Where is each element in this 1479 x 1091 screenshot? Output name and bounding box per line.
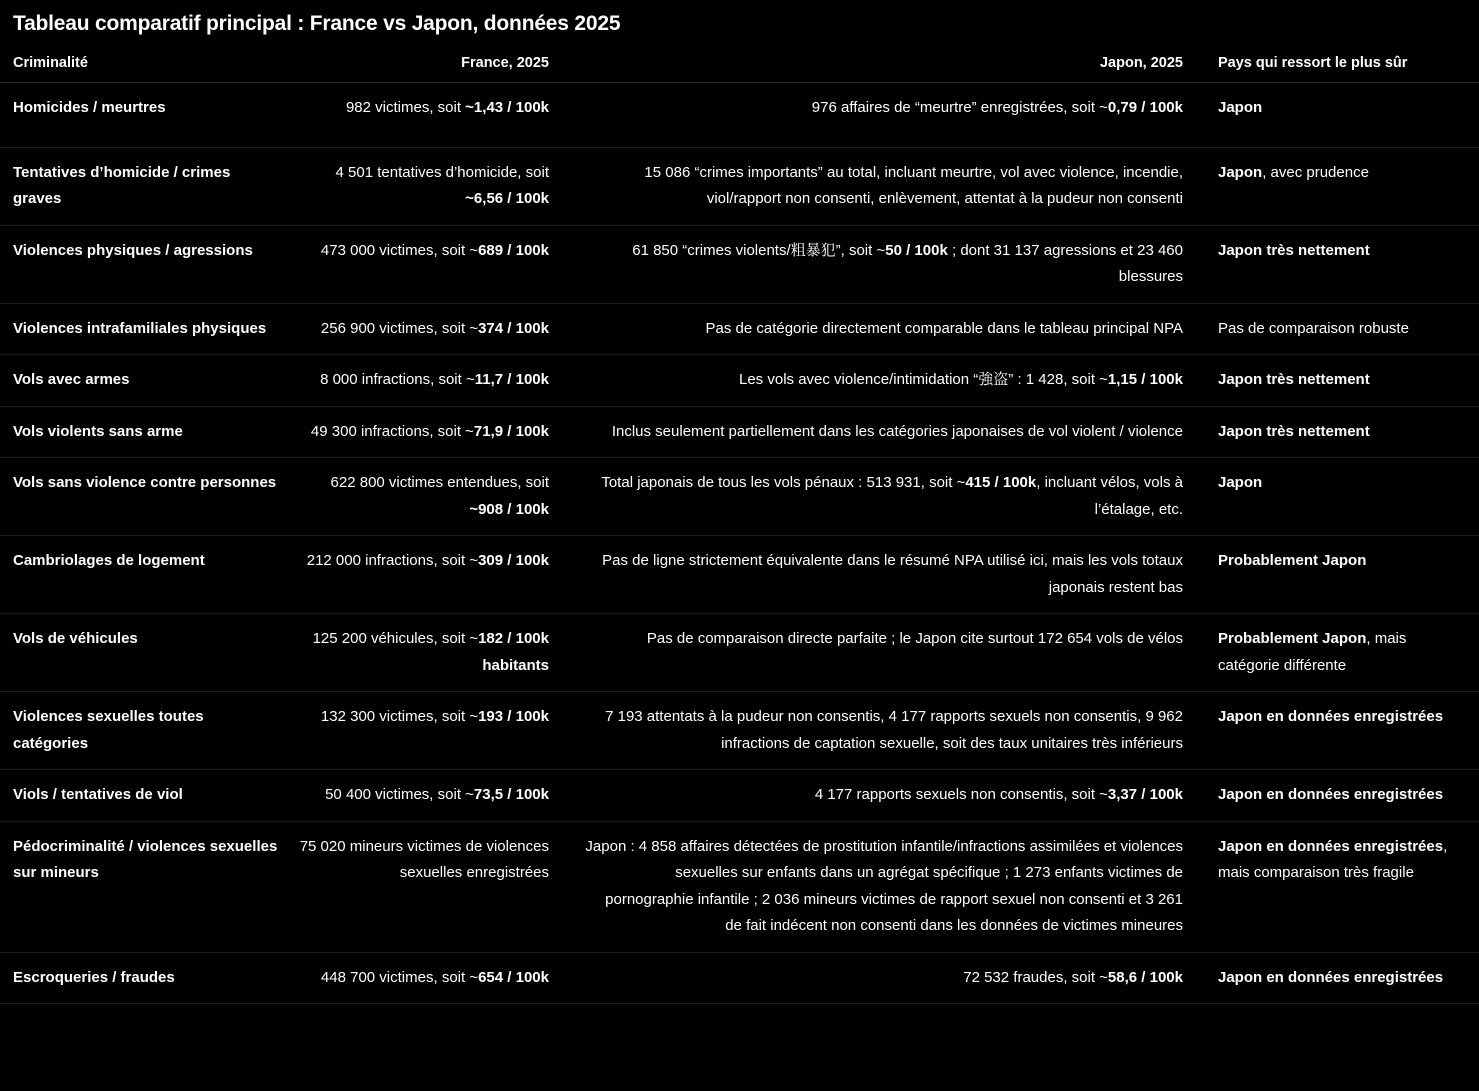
bold-fragment: 193 / 100k [478, 708, 549, 725]
bold-fragment: ~6,56 / 100k [465, 190, 549, 207]
cell-japan [565, 355, 1199, 407]
cell-japan [565, 83, 1199, 148]
header-france: France, 2025 [290, 48, 565, 83]
text-fragment: Japon : 4 858 affaires détectées de prostitution infantile/infractions assimilées et violences sexuelles sur enfants dans un agrégat spécifique ; 1 273 enfants victimes de pornographie infantile ; 2 036 mineurs victimes de rapport sexuel non consenti et 3 261 de fait indécent non consenti dans les données de victimes mineures [585, 837, 1183, 934]
page-title: Tableau comparatif principal : France vs Japon, données 2025 [13, 12, 621, 35]
cell-safest-country [1199, 458, 1479, 536]
cell-france [290, 770, 565, 822]
cell-france [290, 355, 565, 407]
cell-crime: Homicides / meurtres [0, 83, 290, 148]
text-fragment: Pas de comparaison directe parfaite ; le Japon cite surtout 172 654 vols de vélos [646, 630, 1183, 647]
table-row [0, 225, 1479, 303]
cell-safest-country [1199, 303, 1479, 355]
cell-crime: Vols de véhicules [0, 614, 290, 692]
text-fragment: 75 020 mineurs victimes de violences sexuelles enregistrées [299, 837, 549, 881]
cell-japan [565, 692, 1199, 770]
text-fragment: 473 000 victimes, soit ~ [320, 241, 479, 259]
cell-france [290, 406, 565, 458]
cell-safest-country [1199, 821, 1479, 952]
text-fragment: 622 800 victimes entendues, soit [330, 474, 549, 491]
cell-safest-country [1199, 225, 1479, 303]
text-fragment: 15 086 “crimes importants” au total, incluant meurtre, vol avec violence, incendie, viol/rapport non consenti, enlèvement, attentat à la pudeur non consenti [644, 163, 1183, 207]
cell-safest-country [1199, 406, 1479, 458]
cell-crime: Vols violents sans arme [0, 406, 290, 458]
cell-france [290, 83, 565, 148]
text-fragment: 448 700 victimes, soit ~ [320, 968, 479, 986]
text-fragment: 4 177 rapports sexuels non consentis, soit ~ [814, 786, 1108, 803]
cell-crime: Violences intrafamiliales physiques [0, 303, 290, 355]
table-row [0, 821, 1479, 952]
cell-japan [565, 536, 1199, 614]
cell-japan [565, 225, 1199, 303]
text-fragment: 212 000 infractions, soit ~ [306, 552, 479, 569]
text-fragment: 976 affaires de “meurtre” enregistrées, soit ~ [811, 99, 1108, 116]
cell-france [290, 536, 565, 614]
text-fragment: 8 000 infractions, soit ~ [320, 371, 475, 388]
cell-safest-country [1199, 147, 1479, 225]
cell-crime: Violences physiques / agressions [0, 225, 290, 303]
cell-safest-country [1199, 536, 1479, 614]
bold-fragment: ~1,43 / 100k [465, 99, 549, 116]
table-row [0, 692, 1479, 770]
bold-fragment: 182 / 100k habitants [478, 630, 549, 674]
table-body [0, 83, 1479, 1004]
cell-japan [565, 614, 1199, 692]
cell-crime: Tentatives d’homicide / crimes graves [0, 147, 290, 225]
text-fragment: Pas de ligne strictement équivalente dans le résumé NPA utilisé ici, mais les vols totaux japonais restent bas [602, 552, 1183, 596]
cell-france [290, 952, 565, 1004]
text-fragment: , avec prudence [1262, 163, 1369, 181]
cell-japan [565, 147, 1199, 225]
cell-crime: Viols / tentatives de viol [0, 770, 290, 822]
cell-crime: Vols avec armes [0, 355, 290, 407]
bold-fragment: 11,7 / 100k [474, 371, 549, 388]
cell-france [290, 458, 565, 536]
bold-fragment: Japon très nettement [1218, 241, 1370, 259]
cell-france [290, 692, 565, 770]
text-fragment: ; dont 31 137 agressions et 23 460 blessures [947, 241, 1183, 285]
bold-fragment: Japon [1218, 163, 1263, 181]
header-japan: Japon, 2025 [565, 48, 1199, 83]
cell-france [290, 303, 565, 355]
text-fragment: Pas de comparaison robuste [1218, 319, 1409, 337]
cell-japan [565, 821, 1199, 952]
text-fragment: , mais comparaison très fragile [1218, 837, 1448, 881]
bold-fragment: 50 / 100k [885, 241, 948, 259]
cell-crime: Violences sexuelles toutes catégories [0, 692, 290, 770]
text-fragment: 125 200 véhicules, soit ~ [312, 630, 479, 647]
cell-france [290, 147, 565, 225]
cell-japan [565, 458, 1199, 536]
text-fragment: , mais catégorie différente [1218, 630, 1407, 674]
bold-fragment: 374 / 100k [478, 319, 549, 337]
text-fragment: 61 850 “crimes violents/粗暴犯”, soit ~ [632, 241, 886, 259]
cell-crime: Vols sans violence contre personnes [0, 458, 290, 536]
text-fragment: Total japonais de tous les vols pénaux : 513 931, soit ~ [601, 474, 966, 491]
table-row [0, 406, 1479, 458]
text-fragment: 982 victimes, soit [345, 99, 466, 116]
table-row [0, 770, 1479, 822]
cell-japan [565, 770, 1199, 822]
text-fragment: , incluant vélos, vols à l’étalage, etc. [1036, 474, 1183, 518]
bold-fragment: Japon très nettement [1218, 422, 1370, 440]
table-row [0, 147, 1479, 225]
text-fragment: 4 501 tentatives d’homicide, soit [335, 163, 549, 181]
bold-fragment: Japon en données enregistrées [1218, 968, 1444, 986]
text-fragment: Inclus seulement partiellement dans les catégories japonaises de vol violent / violence [611, 422, 1183, 440]
cell-safest-country [1199, 83, 1479, 148]
text-fragment: 49 300 infractions, soit ~ [310, 422, 474, 440]
bold-fragment: Japon en données enregistrées [1218, 708, 1444, 725]
cell-france [290, 225, 565, 303]
table-row [0, 303, 1479, 355]
header-safest: Pays qui ressort le plus sûr [1199, 48, 1479, 83]
text-fragment: 50 400 victimes, soit ~ [325, 786, 474, 803]
header-crime: Criminalité [0, 48, 290, 83]
cell-france [290, 614, 565, 692]
bold-fragment: Japon en données enregistrées [1218, 786, 1444, 803]
text-fragment: 7 193 attentats à la pudeur non consentis, 4 177 rapports sexuels non consentis, 9 962 infractions de captation sexuelle, soit des taux unitaires très inférieurs [605, 708, 1183, 752]
text-fragment: 256 900 victimes, soit ~ [320, 319, 479, 337]
cell-safest-country [1199, 770, 1479, 822]
bold-fragment: 415 / 100k [965, 474, 1037, 491]
bold-fragment: 3,37 / 100k [1107, 786, 1183, 803]
table-row [0, 536, 1479, 614]
cell-crime: Pédocriminalité / violences sexuelles sur mineurs [0, 821, 290, 952]
text-fragment: 72 532 fraudes, soit ~ [963, 968, 1108, 986]
cell-japan [565, 952, 1199, 1004]
comparison-table [0, 48, 1479, 1004]
table-row [0, 83, 1479, 148]
cell-crime: Escroqueries / fraudes [0, 952, 290, 1004]
bold-fragment: 654 / 100k [478, 968, 549, 986]
text-fragment: 132 300 victimes, soit ~ [320, 708, 479, 725]
cell-safest-country [1199, 614, 1479, 692]
cell-safest-country [1199, 952, 1479, 1004]
text-fragment: Les vols avec violence/intimidation “強盗” : 1 428, soit ~ [739, 371, 1108, 388]
bold-fragment: Probablement Japon [1218, 552, 1367, 569]
table-row [0, 458, 1479, 536]
table-row [0, 614, 1479, 692]
bold-fragment: 0,79 / 100k [1107, 99, 1183, 116]
text-fragment: Pas de catégorie directement comparable dans le tableau principal NPA [705, 319, 1183, 337]
bold-fragment: Japon [1218, 99, 1263, 116]
bold-fragment: 1,15 / 100k [1107, 371, 1183, 388]
bold-fragment: ~908 / 100k [469, 500, 549, 518]
cell-safest-country [1199, 692, 1479, 770]
bold-fragment: Japon [1218, 474, 1263, 491]
cell-france [290, 821, 565, 952]
bold-fragment: 689 / 100k [478, 241, 549, 259]
bold-fragment: 309 / 100k [478, 552, 549, 569]
bold-fragment: 58,6 / 100k [1107, 968, 1183, 986]
cell-crime: Cambriolages de logement [0, 536, 290, 614]
bold-fragment: 73,5 / 100k [473, 786, 549, 803]
bold-fragment: Japon en données enregistrées [1218, 837, 1444, 855]
table-row [0, 952, 1479, 1004]
table-row [0, 355, 1479, 407]
bold-fragment: Probablement Japon [1218, 630, 1367, 647]
bold-fragment: 71,9 / 100k [473, 422, 549, 440]
cell-japan [565, 303, 1199, 355]
table-header-row [0, 48, 1479, 83]
cell-safest-country [1199, 355, 1479, 407]
cell-japan [565, 406, 1199, 458]
bold-fragment: Japon très nettement [1218, 371, 1370, 388]
